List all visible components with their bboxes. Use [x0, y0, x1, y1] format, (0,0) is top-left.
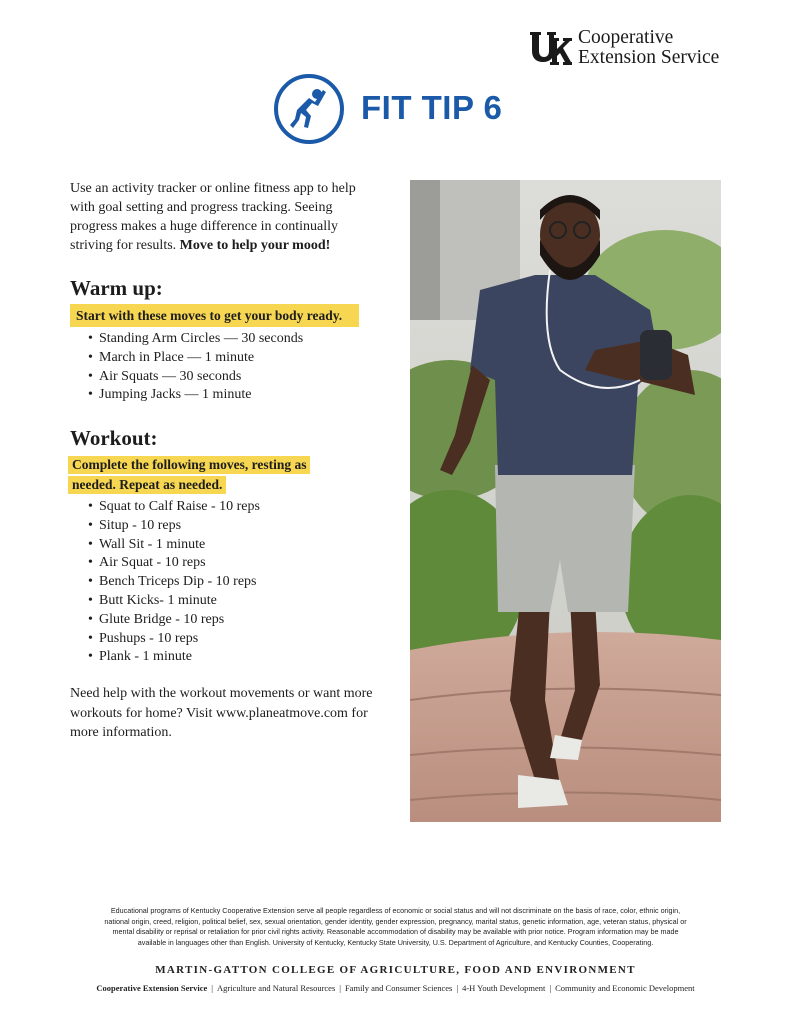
extension-logo [528, 26, 753, 70]
logo-line-2: Extension Service [578, 47, 720, 68]
intro-paragraph [70, 179, 380, 255]
warmup-item: • Jumping Jacks — 1 minute [88, 386, 303, 405]
program-item: Agriculture and Natural Resources [217, 983, 336, 993]
separator: | [456, 983, 459, 993]
workout-item: • Squat to Calf Raise - 10 reps [88, 498, 260, 517]
warmup-heading: Warm up: [70, 276, 163, 300]
workout-item: • Air Squat - 10 reps [88, 554, 260, 573]
workout-item: • Pushups - 10 reps [88, 630, 260, 649]
warmup-item: • Air Squats — 30 seconds [88, 368, 303, 387]
warmup-item: • March in Place — 1 minute [88, 349, 303, 368]
workout-list [88, 498, 260, 667]
stretching-person-icon [273, 73, 345, 145]
college-name: MARTIN-GATTON COLLEGE OF AGRICULTURE, FOOD AND ENVIRONMENT [155, 964, 636, 976]
separator: | [211, 983, 213, 993]
program-item: Cooperative Extension Service [96, 983, 208, 993]
warmup-item: • Standing Arm Circles — 30 seconds [88, 330, 303, 349]
workout-item: • Butt Kicks- 1 minute [88, 592, 260, 611]
workout-heading: Workout: [70, 426, 158, 450]
program-item: Community and Economic Development [555, 983, 695, 993]
workout-item: • Wall Sit - 1 minute [88, 536, 260, 555]
workout-item: • Situp - 10 reps [88, 517, 260, 536]
program-item: Family and Consumer Sciences [344, 983, 453, 993]
warmup-highlight: Start with these moves to get your body ready. [70, 304, 359, 327]
program-item: 4-H Youth Development [462, 983, 546, 993]
workout-highlight-text: Complete the following moves, resting as needed. Repeat as needed. [68, 456, 310, 494]
logo-line-1: Cooperative [578, 27, 674, 48]
separator: | [549, 983, 552, 993]
workout-item: • Glute Bridge - 10 reps [88, 611, 260, 630]
logo-text [578, 28, 719, 68]
workout-item: • Bench Triceps Dip - 10 reps [88, 573, 260, 592]
page-title: FIT TIP 6 [361, 89, 503, 126]
separator: | [339, 983, 341, 993]
intro-emphasis: Move to help your mood! [179, 238, 331, 253]
workout-item: • Plank - 1 minute [88, 648, 260, 667]
man-running-photo [410, 180, 721, 822]
intro-text: Use an activity tracker or online fitness app to help with goal setting and progress tracking. Seeing progress makes a huge difference in continually striving for results. [70, 181, 356, 253]
warmup-list [88, 330, 303, 405]
closing-paragraph: Need help with the workout movements or want more workouts for home? Visit www.planeatmove.com for more information. [70, 686, 373, 740]
workout-highlight [68, 455, 310, 495]
uk-logo-icon [528, 28, 572, 68]
disclaimer: Educational programs of Kentucky Cooperative Extension serve all people regardless of economic or social status and will not discriminate on the basis of race, color, ethnic origin, national origin, creed, religion, political belief, sex, sexual orientation, gender identity, gender expression, pregnancy, marital status, genetic information, age, veteran status, physical or mental disability or reprisal or retaliation for prior civil rights activity. Reasonable accommodation of disability may be available with prior notice. Program information may be made available in languages other than English. University of Kentucky, Kentucky State University, U.S. Department of Agriculture, and Kentucky Counties, Cooperating. [104, 906, 687, 947]
program-list [0, 983, 791, 993]
